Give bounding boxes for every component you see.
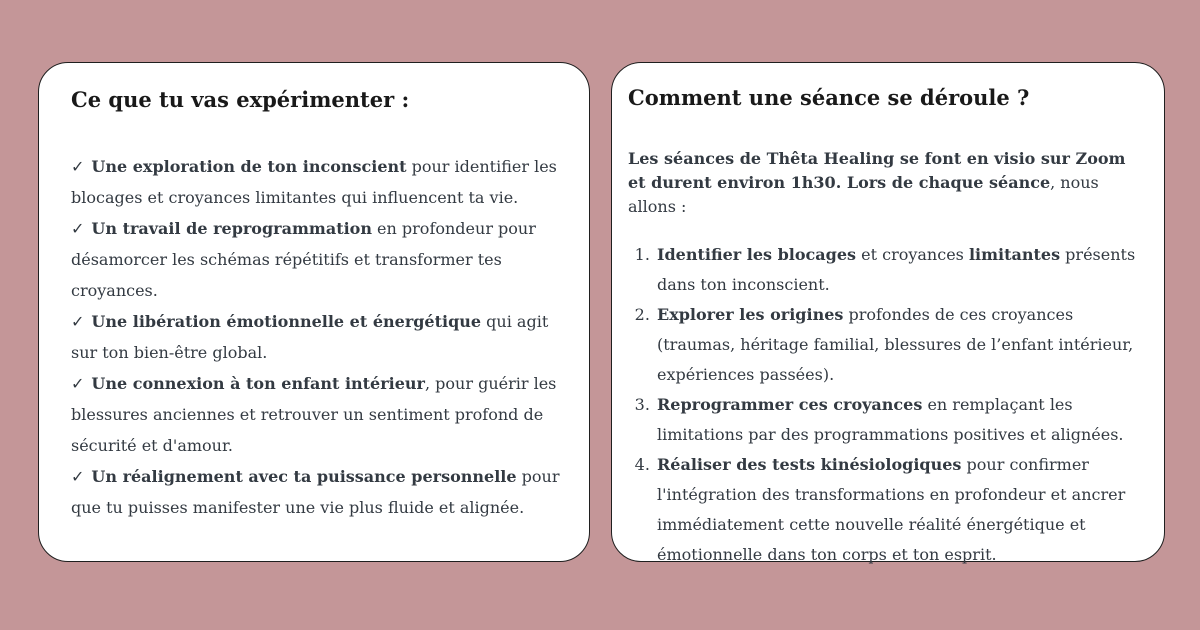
session-card-title: Comment une séance se déroule ? — [628, 85, 1030, 110]
experience-list — [71, 151, 563, 523]
checkmark-icon: ✓ — [71, 374, 85, 393]
experience-item-text: pour identifier les blocages et croyances limitantes qui influencent ta vie. — [71, 157, 557, 207]
session-step-list — [628, 240, 1144, 570]
checkmark-icon: ✓ — [71, 467, 85, 486]
experience-item-highlight: Un réalignement avec ta puissance personnelle — [91, 467, 517, 486]
experience-card — [38, 62, 590, 562]
session-step-highlight: Explorer les origines — [657, 305, 844, 324]
experience-item-text: en profondeur pour désamorcer les schémas répétitifs et transformer tes croyances. — [71, 219, 536, 300]
session-step-highlight: Réaliser des tests kinésiologiques — [657, 455, 962, 474]
experience-card-title: Ce que tu vas expérimenter : — [71, 87, 410, 112]
experience-item-highlight: Une connexion à ton enfant intérieur — [91, 374, 425, 393]
checkmark-icon: ✓ — [71, 312, 85, 331]
experience-item — [71, 213, 563, 306]
session-step-highlight: limitantes — [968, 245, 1061, 264]
experience-item — [71, 461, 563, 523]
session-step-highlight: Identifier les blocages — [657, 245, 857, 264]
experience-item-text: pour que tu puisses manifester une vie plus fluide et alignée. — [71, 467, 560, 517]
session-step-text: présents dans ton inconscient. — [657, 245, 1136, 294]
checkmark-icon: ✓ — [71, 157, 85, 176]
experience-item — [71, 306, 563, 368]
session-intro-text: , nous allons : — [628, 173, 1099, 216]
experience-item-highlight: Une libération émotionnelle et énergétique — [91, 312, 482, 331]
session-step-highlight: Reprogrammer ces croyances — [657, 395, 923, 414]
session-step-text: en remplaçant les limitations par des programmations positives et alignées. — [657, 395, 1124, 444]
session-step-text: profondes de ces croyances (traumas, héritage familial, blessures de l’enfant intérieur, expériences passées). — [657, 305, 1134, 384]
session-step — [655, 300, 1144, 390]
experience-item — [71, 368, 563, 461]
experience-item-text: qui agit sur ton bien-être global. — [71, 312, 549, 362]
session-step — [655, 450, 1144, 570]
session-step — [655, 240, 1144, 300]
checkmark-icon: ✓ — [71, 219, 85, 238]
experience-item-text: , pour guérir les blessures anciennes et retrouver un sentiment profond de sécurité et d'amour. — [71, 374, 557, 455]
experience-item — [71, 151, 563, 213]
session-intro — [628, 147, 1144, 219]
session-card — [611, 62, 1165, 562]
session-step-text: et croyances — [856, 245, 969, 264]
experience-item-highlight: Un travail de reprogrammation — [91, 219, 372, 238]
session-step — [655, 390, 1144, 450]
experience-item-highlight: Une exploration de ton inconscient — [91, 157, 407, 176]
session-step-text: pour confirmer l'intégration des transformations en profondeur et ancrer immédiatement cette nouvelle réalité énergétique et émotionnelle dans ton corps et ton esprit. — [657, 455, 1126, 564]
session-intro-highlight: Les séances de Thêta Healing se font en visio sur Zoom et durent environ 1h30. Lors de chaque séance — [628, 149, 1126, 192]
